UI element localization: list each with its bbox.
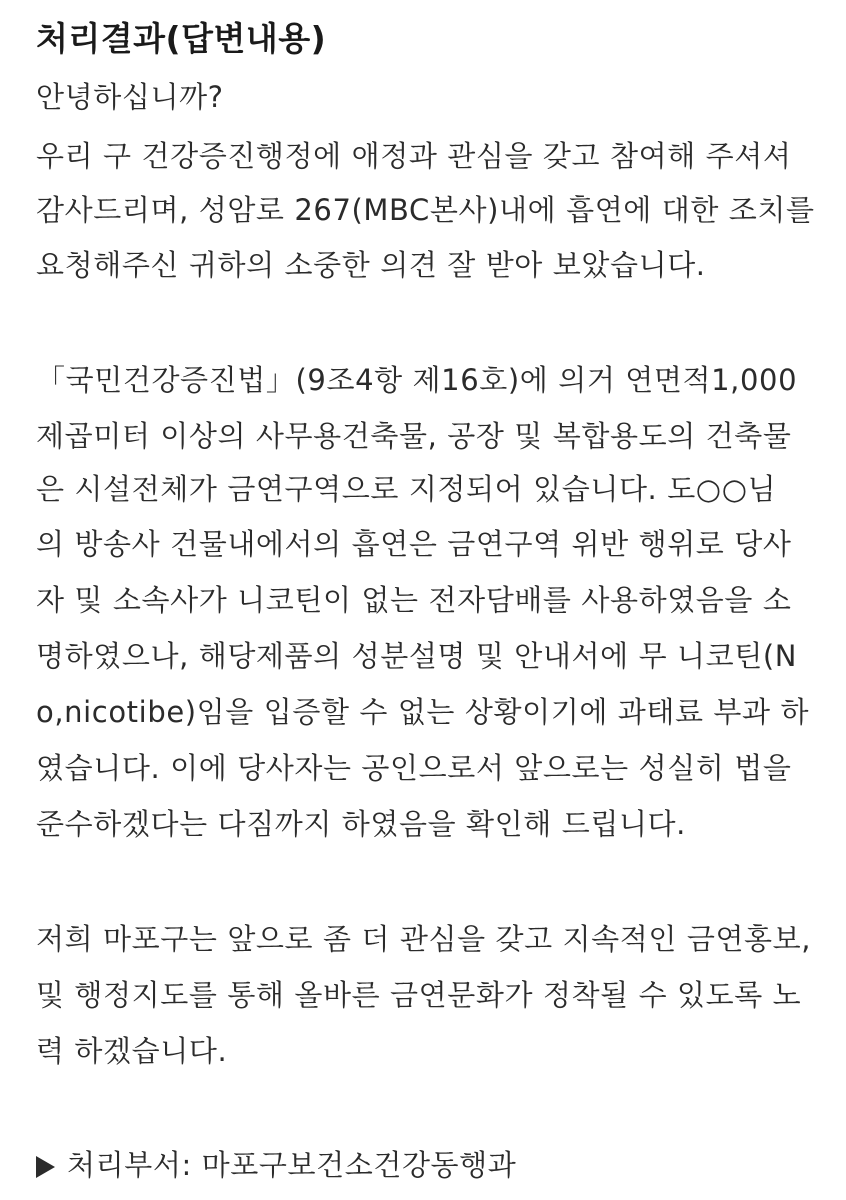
paragraph-3-line-2: 및 행정지도를 통해 올바른 금연문화가 정착될 수 있도록 노 (36, 978, 802, 1012)
page-title: 처리결과(답변내용) (36, 19, 327, 58)
paragraph-1-line-1: 안녕하십니까? (36, 80, 224, 114)
paragraph-3-line-1: 저희 마포구는 앞으로 좀 더 관심을 갖고 지속적인 금연홍보, (36, 922, 812, 956)
paragraph-3-line-3: 력 하겠습니다. (36, 1034, 228, 1068)
paragraph-1-line-4: 요청해주신 귀하의 소중한 의견 잘 받아 보았습니다. (36, 248, 706, 282)
department-text: 처리부서: 마포구보건소건강동행과 (67, 1148, 517, 1182)
paragraph-2-line-6: 명하였으나, 해당제품의 성분설명 및 안내서에 무 니코틴(N (36, 639, 798, 673)
paragraph-2-line-1: 「국민건강증진법」(9조4항 제16호)에 의거 연면적1,000 (36, 363, 798, 397)
paragraph-2-line-2: 제곱미터 이상의 사무용건축물, 공장 및 복합용도의 건축물 (36, 419, 792, 453)
play-triangle-icon (36, 1156, 55, 1178)
paragraph-2-line-7: o,nicotibe)임을 입증할 수 없는 상황이기에 과태료 부과 하 (36, 695, 810, 729)
paragraph-1-line-2: 우리 구 건강증진행정에 애정과 관심을 갖고 참여해 주셔셔 (36, 139, 792, 173)
paragraph-2-line-4: 의 방송사 건물내에서의 흡연은 금연구역 위반 행위로 당사 (36, 527, 792, 561)
department-line (36, 1145, 516, 1185)
paragraph-1-line-3: 감사드리며, 성암로 267(MBC본사)내에 흡연에 대한 조치를 (36, 193, 815, 227)
paragraph-2-line-3: 은 시설전체가 금연구역으로 지정되어 있습니다. 도○○님 (36, 472, 777, 506)
paragraph-2-line-5: 자 및 소속사가 니코틴이 없는 전자담배를 사용하였음을 소 (36, 583, 792, 617)
paragraph-2-line-9: 준수하겠다는 다짐까지 하였음을 확인해 드립니다. (36, 807, 686, 841)
paragraph-2-line-8: 였습니다. 이에 당사자는 공인으로서 앞으로는 성실히 법을 (36, 751, 792, 785)
